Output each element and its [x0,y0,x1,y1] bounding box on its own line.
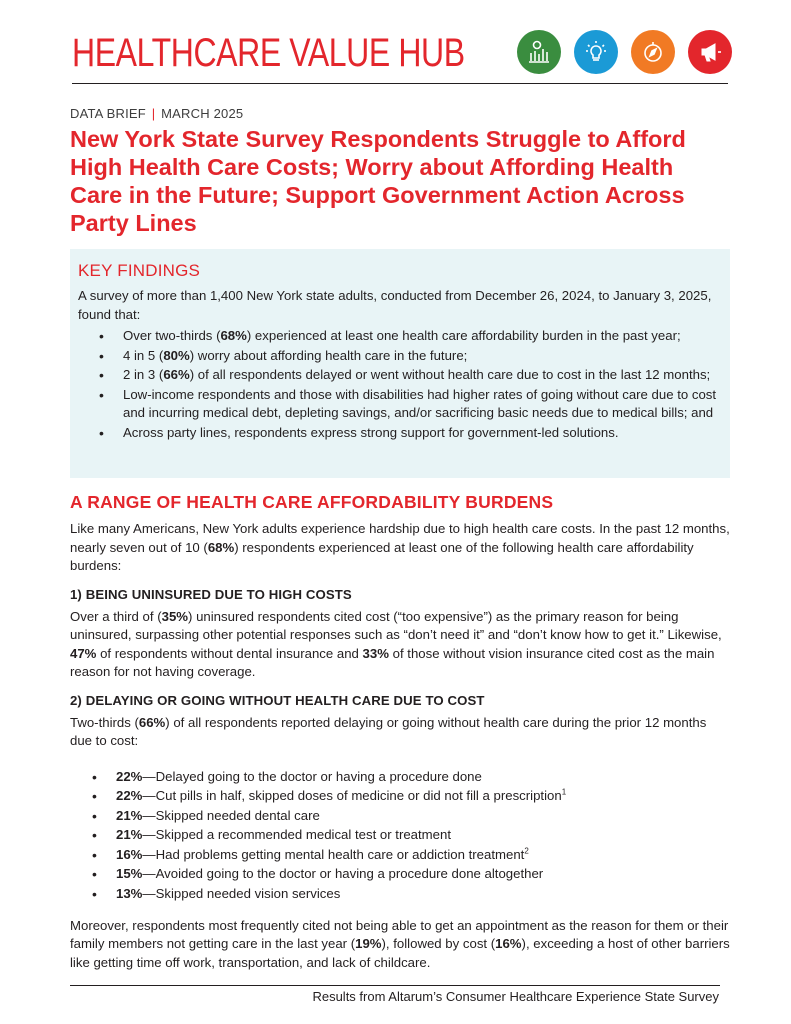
eyebrow-type: DATA BRIEF [70,106,146,121]
list-item: • 15%—Avoided going to the doctor or having a procedure done altogether [70,865,730,884]
list-item: • 16%—Had problems getting mental health care or addiction treatment$^2$ [70,846,730,865]
burdens-intro: Like many Americans, New York adults experience hardship due to high health care costs. In the past 12 months, nearly seven out of 10 (68%) respondents experienced at least one of the following health care affordability burdens: [70,521,730,573]
footnote-ref: 2 [524,846,529,856]
compass-icon [631,30,675,74]
list-item: • 4 in 5 (80%) worry about affording health care in the future; [78,347,722,366]
header-divider [72,83,728,84]
key-findings-list [78,327,722,442]
eyebrow-date: MARCH 2025 [161,106,244,121]
list-item: • Across party lines, respondents express strong support for government-led solutions. [78,424,722,443]
subsection-heading: 1) BEING UNINSURED DUE TO HIGH COSTS [70,586,352,602]
list-item: • 21%—Skipped needed dental care [70,807,730,826]
burdens-section [70,492,730,972]
key-findings-box [70,249,730,478]
barriers-paragraph: Moreover, respondents most frequently cited not being able to get an appointment as the reason for them or their family members not getting care in the last year (19%), followed by cost (16%), exceeding a host of other barriers like getting time off work, transportation, and lack of childcare. [70,917,730,970]
masthead [72,24,732,82]
footnote-ref: 1 [561,787,567,797]
list-item: • Over two-thirds (68%) experienced at least one health care affordability burden in the past year; [78,327,722,346]
subsection-heading: 2) DELAYING OR GOING WITHOUT HEALTH CARE DUE TO COST [70,692,485,708]
brand-logo-text: HEALTHCARE VALUE HUB [72,31,465,75]
delaying-list [70,768,730,904]
list-item: • 22%—Cut pills in half, skipped doses of medicine or did not fill a prescription$^1$ [70,787,730,806]
eyebrow-separator: | [151,106,156,121]
megaphone-icon [688,30,732,74]
lightbulb-icon [574,30,618,74]
key-findings-title: KEY FINDINGS [78,261,201,280]
list-item: • 21%—Skipped a recommended medical test or treatment [70,826,730,845]
list-item: • Low-income respondents and those with disabilities had higher rates of going without care due to cost and incurring medical debt, depleting savings, and/or sacrificing basic needs due to medical bills; and [78,386,722,423]
list-item: • 2 in 3 (66%) of all respondents delayed or went without health care due to cost in the last 12 months; [78,366,722,385]
section-heading: A RANGE OF HEALTH CARE AFFORDABILITY BURDENS [70,492,554,512]
delaying-intro: Two-thirds (66%) of all respondents reported delaying or going without health care during the prior 12 months due to cost: [70,714,707,748]
list-item: • 13%—Skipped needed vision services [70,885,730,904]
footer-text: Results from Altarum’s Consumer Healthcare Experience State Survey [312,989,719,1004]
page-title: New York State Survey Respondents Struggle to Afford High Health Care Costs; Worry about Affording Health Care in the Future; Support Government Action Across Party Lines [70,126,686,236]
brand-icons [517,30,732,74]
uninsured-paragraph: Over a third of (35%) uninsured respondents cited cost (“too expensive”) as the primary reason for being uninsured, surpassing other potential responses such as “don’t need it” and “don’t know how to get it.” Likewise, 47% of respondents without dental insurance and 33% of those without vision insurance cited cost as the main reason for not having coverage. [70,608,722,679]
eyebrow [70,106,243,121]
key-findings-intro: A survey of more than 1,400 New York state adults, conducted from December 26, 2024, to January 3, 2025, found that: [78,288,712,322]
footer-divider [70,985,720,986]
list-item: • 22%—Delayed going to the doctor or having a procedure done [70,768,730,787]
bar-chart-icon [517,30,561,74]
